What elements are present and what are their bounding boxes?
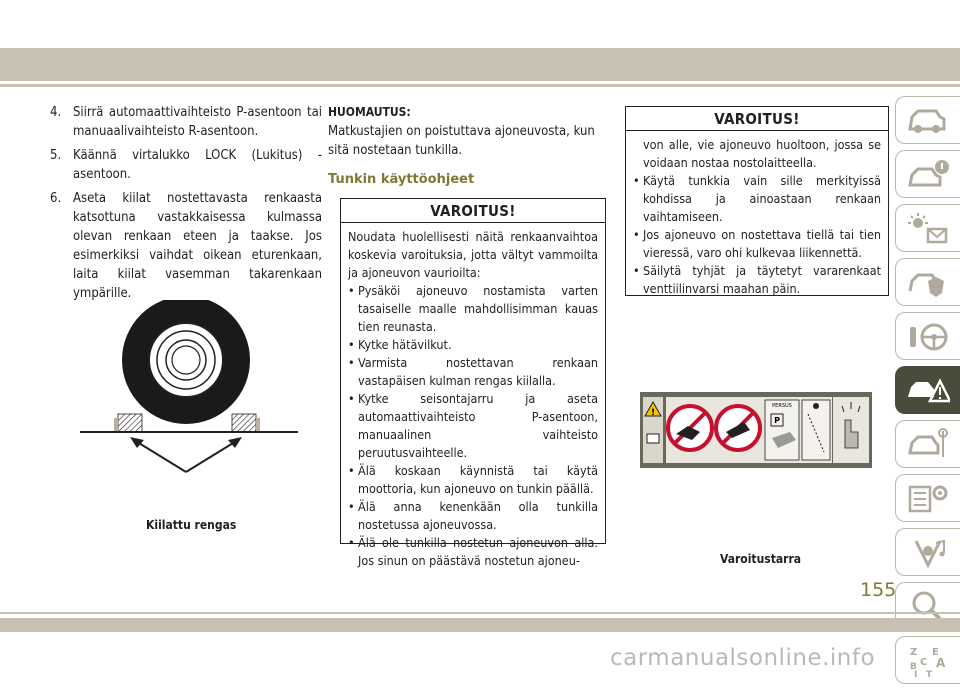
warning-intro: Noudata huolellisesti näitä renkaanvaihtoa koskevia varoituksia, jotta vältyt vammoilta ja ajoneuvon vaurioilta: — [348, 229, 598, 280]
tab-servicing-maintenance[interactable] — [895, 420, 960, 468]
warning-body — [341, 223, 605, 575]
dashboard-lights-icon — [906, 211, 950, 245]
watermark: carmanualsonline.info — [610, 645, 876, 671]
label-text: PERSUS — [772, 403, 792, 409]
warning-continuation: von alle, vie ajoneuvo huoltoon, jossa se voidaan nostaa nostolaitteella. — [643, 137, 881, 170]
hazard-car-icon — [906, 373, 950, 407]
warning-bullet: • Kytke seisontajarru ja aseta automaattivaihteisto P-asentoon, manuaalinen vaihteisto peruutusvaihteelle. — [348, 391, 598, 460]
step-number: 4. — [50, 105, 62, 120]
step-number: 6. — [50, 191, 62, 206]
tab-multimedia[interactable] — [895, 528, 960, 576]
page-number: 155 — [860, 579, 897, 601]
figure-caption-chocked-tire: Kiilattu rengas — [146, 518, 237, 532]
multimedia-icon — [906, 535, 950, 569]
warning-bullet: • Pysäköi ajoneuvo nostamista varten tasaiselle maalle mahdollisimman kauas tien reunasta. — [348, 283, 598, 334]
tab-getting-to-know[interactable] — [895, 96, 960, 144]
svg-text:I: I — [914, 670, 918, 677]
bottom-band — [0, 618, 960, 632]
chapter-tabs — [895, 96, 960, 690]
warning-title: VAROITUS! — [341, 199, 605, 223]
tab-instrument-panel[interactable] — [895, 204, 960, 252]
step-text: Aseta kiilat nostettavasta renkaasta katsottuna vastakkaisessa kulmassa olevan renkaan eteen ja taakse. Jos esimerkiksi vaihdat oikean eturenkaan, laita kiilat vasemman takarenkaan ympärille. — [73, 191, 322, 301]
warning-box-jack — [340, 198, 606, 568]
svg-text:T: T — [926, 670, 933, 677]
svg-text:E: E — [932, 647, 939, 658]
svg-text:Z: Z — [910, 647, 918, 658]
middle-column — [328, 103, 604, 203]
warning-body — [626, 131, 888, 303]
warning-title: VAROITUS! — [626, 107, 888, 131]
svg-text:A: A — [936, 656, 946, 670]
tab-vehicle-features[interactable] — [895, 150, 960, 198]
warning-bullet: • Säilytä tyhjät ja täytetyt vararenkaat venttiilinvarsi maahan päin. — [633, 263, 881, 296]
warning-bullet: • Älä ole tunkilla nostetun ajoneuvon alla. Jos sinun on päästävä nostetun ajoneu- — [348, 535, 598, 568]
car-shield-icon — [906, 265, 950, 299]
svg-text:P: P — [774, 416, 780, 425]
svg-text:C: C — [920, 657, 928, 668]
note-title: HUOMAUTUS: — [328, 105, 411, 119]
warning-bullet: • Jos ajoneuvo on nostettava tiellä tai tien vieressä, varo ohi kulkevaa liikennettä. — [633, 227, 881, 260]
warning-label-figure — [640, 392, 872, 468]
note-text: Matkustajien on poistuttava ajoneuvosta, kun sitä nostetaan tunkilla. — [328, 124, 595, 158]
step-number: 5. — [50, 148, 62, 163]
car-wrench-icon — [906, 427, 950, 461]
car-alert-icon — [906, 157, 950, 191]
step-item — [50, 146, 322, 184]
figure-caption-warning-label: Varoitustarra — [720, 552, 802, 566]
steering-wheel-icon — [906, 319, 950, 353]
top-rule — [0, 84, 960, 87]
top-band — [0, 48, 960, 81]
step-item — [50, 189, 322, 303]
step-item — [50, 103, 322, 141]
warning-bullet: • Älä anna kenenkään olla tunkilla nostetussa ajoneuvossa. — [348, 499, 598, 532]
svg-text:B: B — [910, 662, 917, 672]
section-heading: Tunkin käyttöohjeet — [328, 172, 475, 187]
tab-index[interactable] — [895, 636, 960, 684]
warning-bullet: • Varmista nostettavan renkaan vastapäisen kulman rengas kiilalla. — [348, 355, 598, 388]
steps-list — [50, 103, 322, 308]
step-text: Siirrä automaattivaihteisto P-asentoon tai manuaalivaihteisto R-asentoon. — [73, 105, 322, 139]
warning-bullet: • Älä koskaan käynnistä tai käytä moottoria, kun ajoneuvo on tunkin päällä. — [348, 463, 598, 496]
bottom-rule — [0, 612, 960, 614]
specs-gear-icon — [906, 481, 950, 515]
warning-bullet: • Käytä tunkkia vain sille merkityissä kohdissa ja ainoastaan renkaan vaihtamiseen. — [633, 173, 881, 224]
warning-bullet: • Kytke hätävilkut. — [348, 337, 452, 352]
warning-box-continued — [625, 106, 889, 296]
tab-starting-operating[interactable] — [895, 312, 960, 360]
tab-technical-specifications[interactable] — [895, 474, 960, 522]
svg-text:!: ! — [650, 408, 656, 418]
index-letters-icon — [906, 643, 950, 677]
step-text: Käännä virtalukko LOCK (Lukitus) -asentoon. — [73, 148, 322, 182]
car-info-icon — [906, 103, 950, 137]
tab-safety[interactable] — [895, 258, 960, 306]
chocked-tire-figure — [80, 300, 302, 480]
tab-in-case-of-emergency[interactable] — [895, 366, 960, 414]
